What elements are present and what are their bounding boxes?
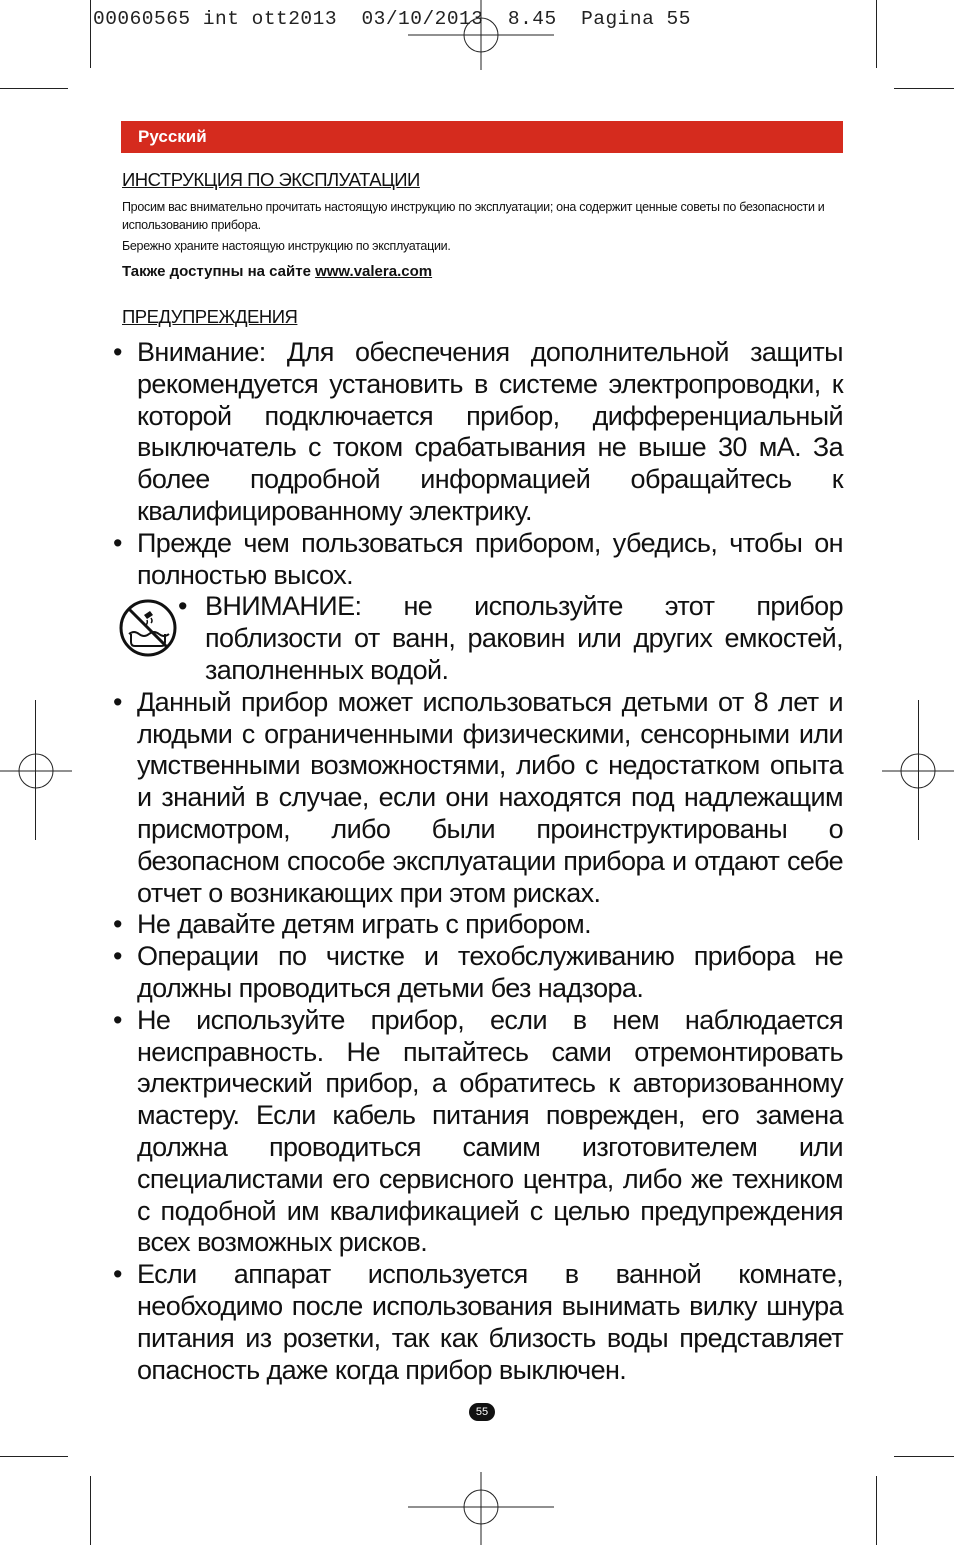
- bullet: •: [113, 909, 122, 940]
- bullet: •: [113, 1004, 122, 1035]
- language-header-bar: [121, 121, 843, 153]
- intro-line-2: Бережно храните настоящую инструкцию по эксплуатации.: [122, 239, 451, 253]
- water-warning-lead: ВНИМАНИЕ:: [205, 591, 362, 622]
- no-water-use-icon: [118, 598, 178, 658]
- warnings-title: ПРЕДУПРЕЖДЕНИЯ: [122, 306, 298, 327]
- website-link[interactable]: www.valera.com: [315, 263, 433, 280]
- water-warning-item: [178, 591, 843, 686]
- warning-item: • Не давайте детям играть с прибором.: [113, 909, 592, 940]
- registration-mark-right: [882, 735, 954, 807]
- also-available-prefix: Также доступны на сайте: [122, 263, 311, 280]
- printer-slug: 00060565 int ott2013 03/10/2013 8.45 Pagina 55: [93, 8, 691, 30]
- intro-line-1: Просим вас внимательно прочитать настоящую инструкцию по эксплуатации; она содержит ценные советы по безопасности и использованию прибора.: [122, 200, 825, 232]
- registration-mark-bottom: [408, 1472, 554, 1545]
- warnings-list: [113, 337, 843, 1386]
- warning-item: • Прежде чем пользоваться прибором, убедись, чтобы он полностью высох.: [113, 527, 843, 590]
- manual-title: ИНСТРУКЦИЯ ПО ЭКСПЛУАТАЦИИ: [122, 169, 420, 190]
- bullet: •: [113, 337, 122, 367]
- warning-item: • Если аппарат используется в ванной комнате, необходимо после использования вынимать вилку шнура питания из розетки, так как близость воды представляет опасность даже когда прибор выключен.: [113, 1259, 843, 1385]
- also-available-note: [122, 263, 432, 280]
- warning-item: • Данный прибор может использоваться детьми от 8 лет и людьми с ограниченными физическими, сенсорными или умственными возможностями, либо с недостатком опыта и знаний в случае, если они находятся под надлежащим присмотром, либо были проинструктированы о безопасном способе эксплуатации прибора и отдают себе отчет о возникающих при этом рисках.: [113, 686, 843, 908]
- page-number-badge: 55: [469, 1403, 495, 1421]
- warning-item: • Внимание: Для обеспечения дополнительной защиты рекомендуется установить в системе электропроводки, к которой подключается прибор, дифференциальный выключатель с током срабатывания не выше 30 мА. За более подробной информацией обращайтесь к квалифицированному электрику.: [113, 337, 843, 526]
- water-warning-text: не используйте этот прибор поблизости от ванн, раковин или других емкостей, заполненных водой.: [205, 591, 843, 685]
- warning-item: • Операции по чистке и техобслуживанию прибора не должны проводиться детьми без надзора.: [113, 941, 843, 1003]
- bullet: •: [113, 527, 122, 558]
- warning-item: • Не используйте прибор, если в нем наблюдается неисправность. Не пытайтесь сами отремонтировать электрический прибор, а обратитесь к авторизованному мастеру. Если кабель питания поврежден, его замена должна проводиться самим изготовителем или специалистами его сервисного центра, либо же техником с подобной им квалификацией с целью предупреждения всех возможных рисков.: [113, 1004, 843, 1258]
- language-label: Русский: [138, 127, 207, 146]
- intro-text: [122, 199, 844, 256]
- bullet: •: [113, 686, 122, 717]
- registration-mark-top: [408, 0, 554, 70]
- registration-mark-left: [0, 735, 72, 807]
- bullet: •: [113, 1259, 122, 1290]
- bullet: •: [178, 591, 187, 622]
- bullet: •: [113, 941, 122, 972]
